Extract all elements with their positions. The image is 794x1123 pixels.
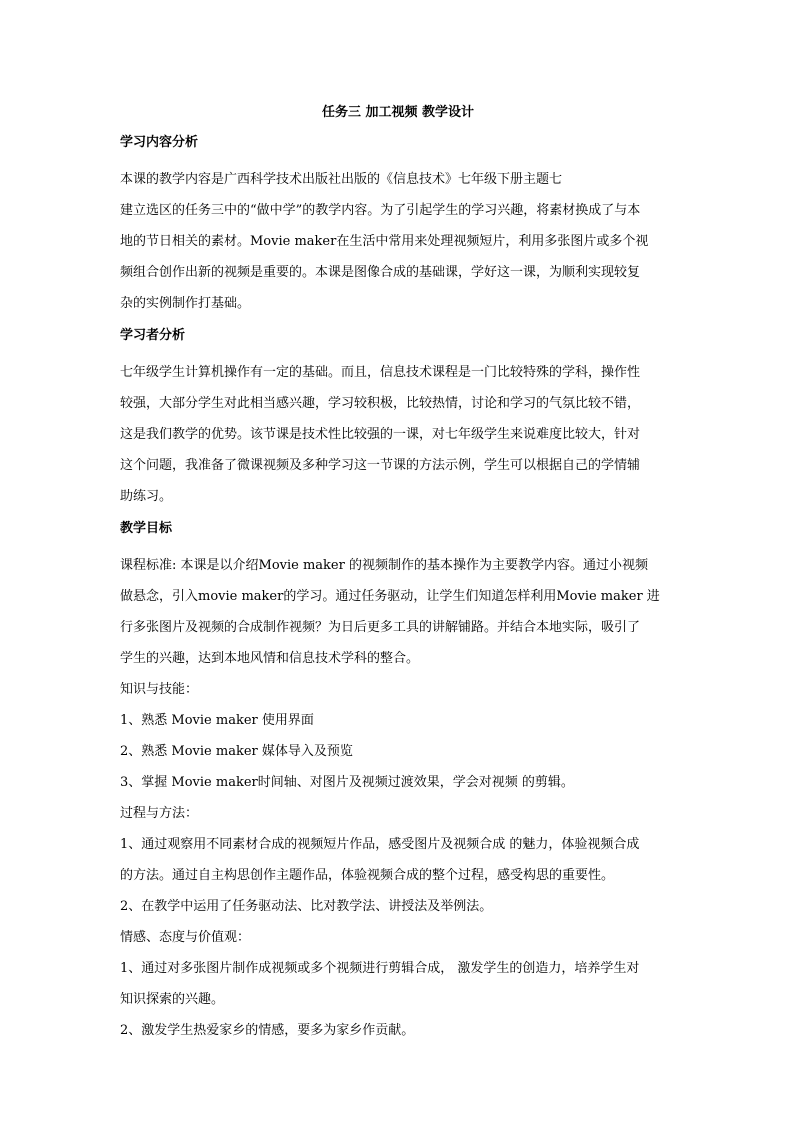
text-line: 课程标准: 本课是以介绍Movie maker 的视频制作的基本操作为主要教学内容。通过小视频 [120, 558, 648, 573]
text-line: 地的节日相关的素材。Movie maker在生活中常用来处理视频短片，利用多张图片或多个视 [120, 234, 649, 249]
text-line: 知识探索的兴趣。 [120, 992, 225, 1007]
text-line: 这个问题，我准备了微课视频及多种学习这一节课的方法示例，学生可以根据自己的学情辅 [120, 458, 641, 473]
section-heading-learner-analysis: 学习者分析 [120, 328, 186, 343]
text-line: 本课的教学内容是广西科学技术出版社出版的《信息技术》七年级下册主题七 [120, 172, 563, 187]
text-line: 七年级学生计算机操作有一定的基础。而且，信息技术课程是一门比较特殊的学科，操作性 [120, 365, 641, 380]
text-line: 学生的兴趣，达到本地风情和信息技术学科的整合。 [120, 651, 420, 666]
text-line: 建立选区的任务三中的“做中学”的教学内容。为了引起学生的学习兴趣，将素材换成了与本 [120, 203, 641, 218]
text-line: 频组合创作出新的视频是重要的。本课是图像合成的基础课，学好这一课，为顺利实现较复 [120, 265, 641, 280]
text-line: 1、通过观察用不同素材合成的视频短片作品，感受图片及视频合成 的魅力，体验视频合成 [120, 837, 640, 852]
text-line: 2、在教学中运用了任务驱动法、比对教学法、讲授法及举例法。 [120, 899, 493, 914]
text-line: 1、熟悉 Movie maker 使用界面 [120, 713, 314, 728]
text-line: 3、掌握 Movie maker时间轴、对图片及视频过渡效果，学会对视频 的剪辑。 [120, 775, 574, 790]
section-body-learner-analysis [120, 357, 676, 512]
text-line: 杂的实例制作打基础。 [120, 296, 251, 311]
text-line: 行多张图片及视频的合成制作视频？为日后更多工具的讲解铺路。并结合本地实际，吸引了 [120, 620, 641, 635]
text-line: 情感、态度与价值观： [120, 930, 251, 945]
text-line: 2、熟悉 Movie maker 媒体导入及预览 [120, 744, 353, 759]
text-line: 较强，大部分学生对此相当感兴趣，学习较积极，比较热情，讨论和学习的气氛比较不错， [120, 396, 641, 411]
section-body-content-analysis [120, 164, 676, 319]
document-title: 任务三 加工视频 教学设计 [321, 105, 475, 120]
section-body-teaching-goals [120, 550, 676, 1046]
text-line: 助练习。 [120, 489, 173, 504]
text-line: 过程与方法： [120, 806, 199, 821]
text-line: 2、激发学生热爱家乡的情感，要多为家乡作贡献。 [120, 1023, 415, 1038]
text-line: 的方法。通过自主构思创作主题作品，体验视频合成的整个过程，感受构思的重要性。 [120, 868, 615, 883]
text-line: 1、通过对多张图片制作成视频或多个视频进行剪辑合成， 激发学生的创造力，培养学生对 [120, 961, 640, 976]
text-line: 知识与技能： [120, 682, 199, 697]
document-content [120, 104, 676, 1046]
text-line: 做悬念，引入movie maker的学习。通过任务驱动，让学生们知道怎样利用Movie maker 进 [120, 589, 660, 604]
section-heading-teaching-goals: 教学目标 [120, 521, 173, 536]
section-heading-content-analysis: 学习内容分析 [120, 135, 199, 150]
text-line: 这是我们教学的优势。该节课是技术性比较强的一课，对七年级学生来说难度比较大，针对 [120, 427, 641, 442]
